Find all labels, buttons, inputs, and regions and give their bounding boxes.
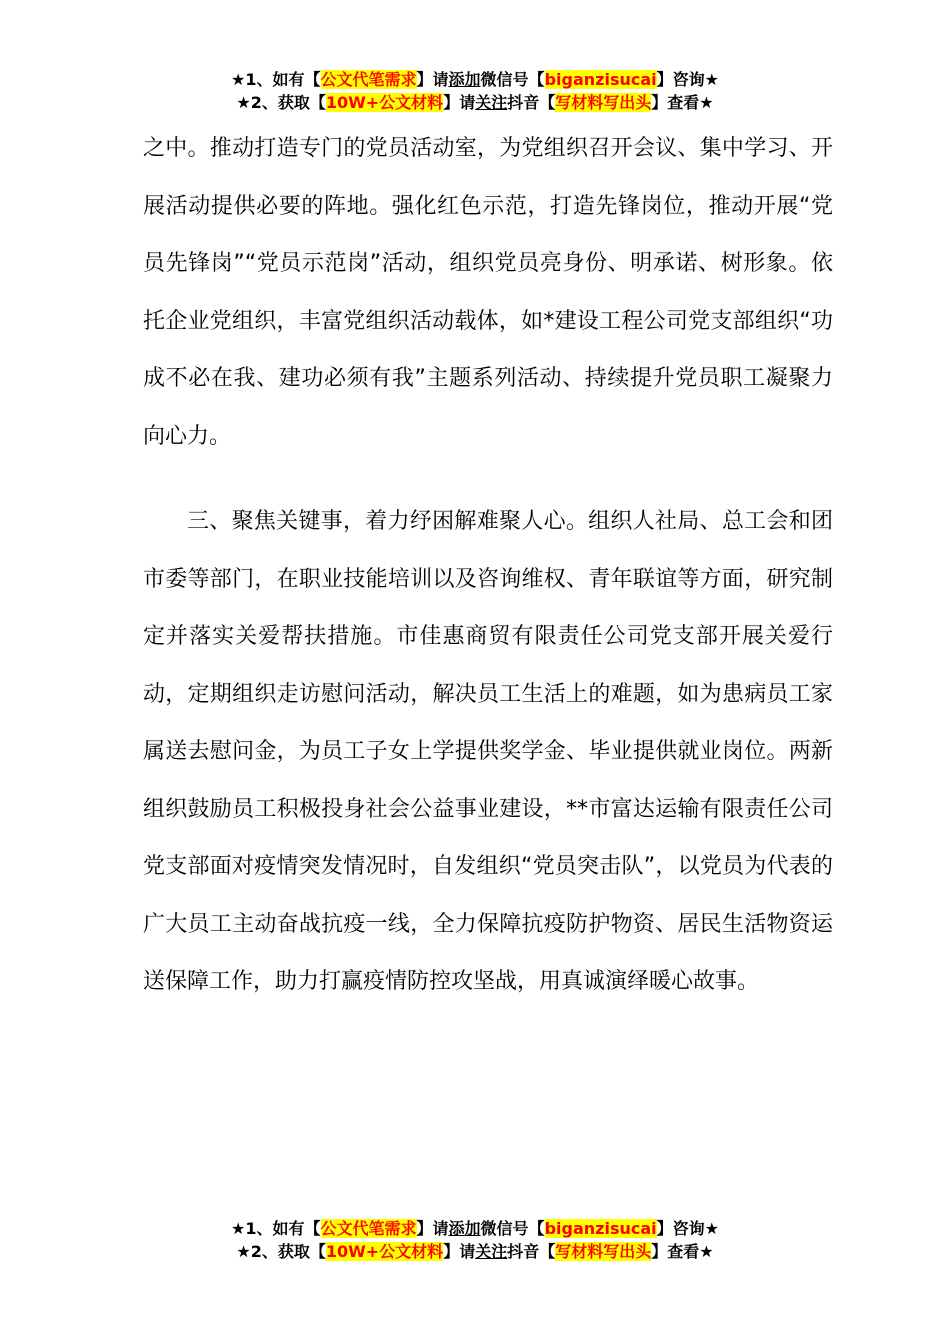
banner-line-1-prefix: ★1、如有【 [231,70,321,89]
footer-line-1-suffix: 】咨询★ [656,1219,719,1238]
banner-follow-emphasis: 关注 [475,93,508,112]
footer-line-2-prefix: ★2、获取【 [236,1242,326,1261]
header-banner [0,68,950,114]
footer-material-highlight: 10W+公文材料 [325,1242,444,1261]
banner-line-2-mid1: 】请 [443,93,476,112]
footer-line-1-mid1: 】请 [416,1219,449,1238]
banner-wechat-id: biganzisucai [544,70,657,89]
document-body [143,120,833,1011]
footer-follow-emphasis: 关注 [475,1242,508,1261]
footer-line-1-mid2: 微信号【 [480,1219,545,1238]
footer-line-1 [0,1217,950,1240]
banner-material-highlight: 10W+公文材料 [325,93,444,112]
banner-line-2 [0,91,950,114]
footer-wechat-id: biganzisucai [544,1219,657,1238]
banner-service-highlight: 公文代笔需求 [320,70,417,89]
body-paragraph-1: 之中。推动打造专门的党员活动室，为党组织召开会议、集中学习、开展活动提供必要的阵地。强化红色示范，打造先锋岗位，推动开展“党员先锋岗”“党员示范岗”活动，组织党员亮身份、明承诺、树形象。依托企业党组织，丰富党组织活动载体，如*建设工程公司党支部组织“功成不必在我、建功必须有我”主题系列活动、持续提升党员职工凝聚力向心力。 [143,136,833,449]
banner-line-1-mid2: 微信号【 [480,70,545,89]
footer-line-2 [0,1240,950,1263]
banner-line-2-mid2: 抖音【 [507,93,556,112]
footer-line-2-suffix: 】查看★ [651,1242,714,1261]
banner-add-emphasis: 添加 [448,70,481,89]
banner-line-2-prefix: ★2、获取【 [236,93,326,112]
banner-line-1-suffix: 】咨询★ [656,70,719,89]
footer-douyin-account: 写材料写出头 [555,1242,652,1261]
banner-line-1-mid1: 】请 [416,70,449,89]
banner-line-1 [0,68,950,91]
footer-service-highlight: 公文代笔需求 [320,1219,417,1238]
footer-line-2-mid2: 抖音【 [507,1242,556,1261]
footer-line-2-mid1: 】请 [443,1242,476,1261]
paragraph-gap [143,465,833,493]
banner-line-2-suffix: 】查看★ [651,93,714,112]
body-paragraph-2: 三、聚焦关键事，着力纾困解难聚人心。组织人社局、总工会和团市委等部门，在职业技能培训以及咨询维权、青年联谊等方面，研究制定并落实关爱帮扶措施。市佳惠商贸有限责任公司党支部开展关爱行动，定期组织走访慰问活动，解决员工生活上的难题，如为患病员工家属送去慰问金，为员工子女上学提供奖学金、毕业提供就业岗位。两新组织鼓励员工积极投身社会公益事业建设，**市富达运输有限责任公司党支部面对疫情突发情况时，自发组织“党员突击队”，以党员为代表的广大员工主动奋战抗疫一线，全力保障抗疫防护物资、居民生活物资运送保障工作，助力打赢疫情防控攻坚战，用真诚演绎暖心故事。 [143,509,833,994]
footer-line-1-prefix: ★1、如有【 [231,1219,321,1238]
banner-douyin-account: 写材料写出头 [555,93,652,112]
footer-banner [0,1217,950,1263]
footer-add-emphasis: 添加 [448,1219,481,1238]
